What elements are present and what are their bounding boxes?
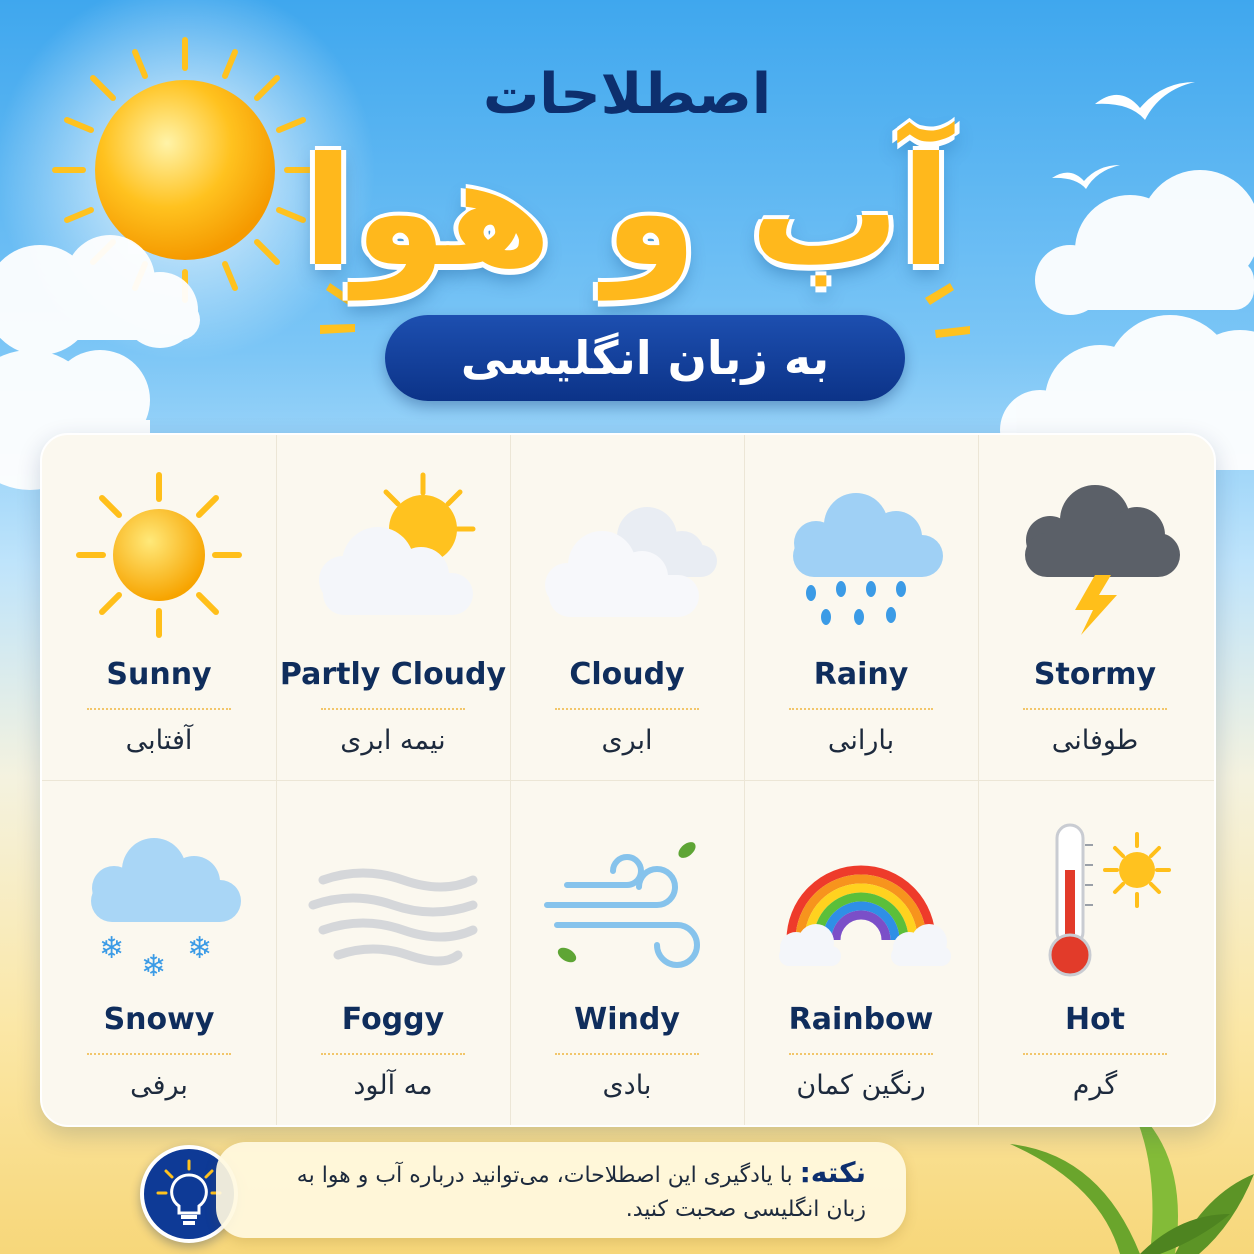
term-cell-partly-cloudy	[276, 435, 510, 780]
term-persian: بارانی	[827, 725, 895, 756]
svg-text:❄: ❄	[141, 949, 167, 984]
weather-terms-card	[40, 433, 1216, 1127]
snow-cloud-icon	[69, 810, 249, 990]
term-english: Partly Cloudy	[279, 657, 507, 692]
term-persian: برفی	[130, 1070, 188, 1101]
page-title-main: آب و هوا	[302, 126, 952, 300]
term-english: Windy	[574, 1002, 680, 1037]
term-cell-rainbow	[744, 780, 978, 1125]
rain-cloud-icon	[771, 465, 951, 645]
rainbow-icon	[771, 810, 951, 990]
svg-text:❄: ❄	[187, 931, 213, 966]
term-english: Sunny	[106, 657, 212, 692]
term-cell-windy	[510, 780, 744, 1125]
term-persian: آفتابی	[125, 725, 193, 756]
term-english: Foggy	[341, 1002, 445, 1037]
subtitle-pill: به زبان انگلیسی	[385, 315, 905, 401]
term-persian: طوفانی	[1051, 725, 1139, 756]
term-persian: نیمه ابری	[340, 725, 446, 756]
term-cell-rainy	[744, 435, 978, 780]
term-cell-cloudy	[510, 435, 744, 780]
storm-cloud-icon	[1005, 465, 1185, 645]
term-persian: مه آلود	[353, 1070, 433, 1101]
fog-icon	[303, 810, 483, 990]
term-english: Cloudy	[569, 657, 685, 692]
wind-icon	[537, 810, 717, 990]
partly-cloudy-icon	[303, 465, 483, 645]
thermometer-sun-icon	[1005, 810, 1185, 990]
term-persian: بادی	[602, 1070, 652, 1101]
term-cell-foggy	[276, 780, 510, 1125]
term-english: Snowy	[103, 1002, 215, 1037]
term-cell-hot	[978, 780, 1212, 1125]
note-text: با یادگیری این اصطلاحات، می‌توانید درباره آب و هوا به زبان انگلیسی صحبت کنید.	[296, 1163, 866, 1222]
term-persian: ابری	[601, 725, 653, 756]
term-english: Stormy	[1033, 657, 1157, 692]
sun-icon	[69, 465, 249, 645]
term-english: Hot	[1064, 1002, 1126, 1037]
term-persian: گرم	[1072, 1070, 1118, 1101]
note-label: نکته:	[799, 1156, 866, 1189]
note-box	[216, 1142, 906, 1238]
svg-text:❄: ❄	[99, 931, 125, 966]
term-cell-stormy	[978, 435, 1212, 780]
clouds-icon	[537, 465, 717, 645]
term-cell-snowy	[42, 780, 276, 1125]
term-cell-sunny	[42, 435, 276, 780]
page-title-top: اصطلاحات	[482, 62, 772, 127]
term-english: Rainbow	[788, 1002, 934, 1037]
term-english: Rainy	[813, 657, 909, 692]
term-persian: رنگین کمان	[796, 1070, 926, 1101]
